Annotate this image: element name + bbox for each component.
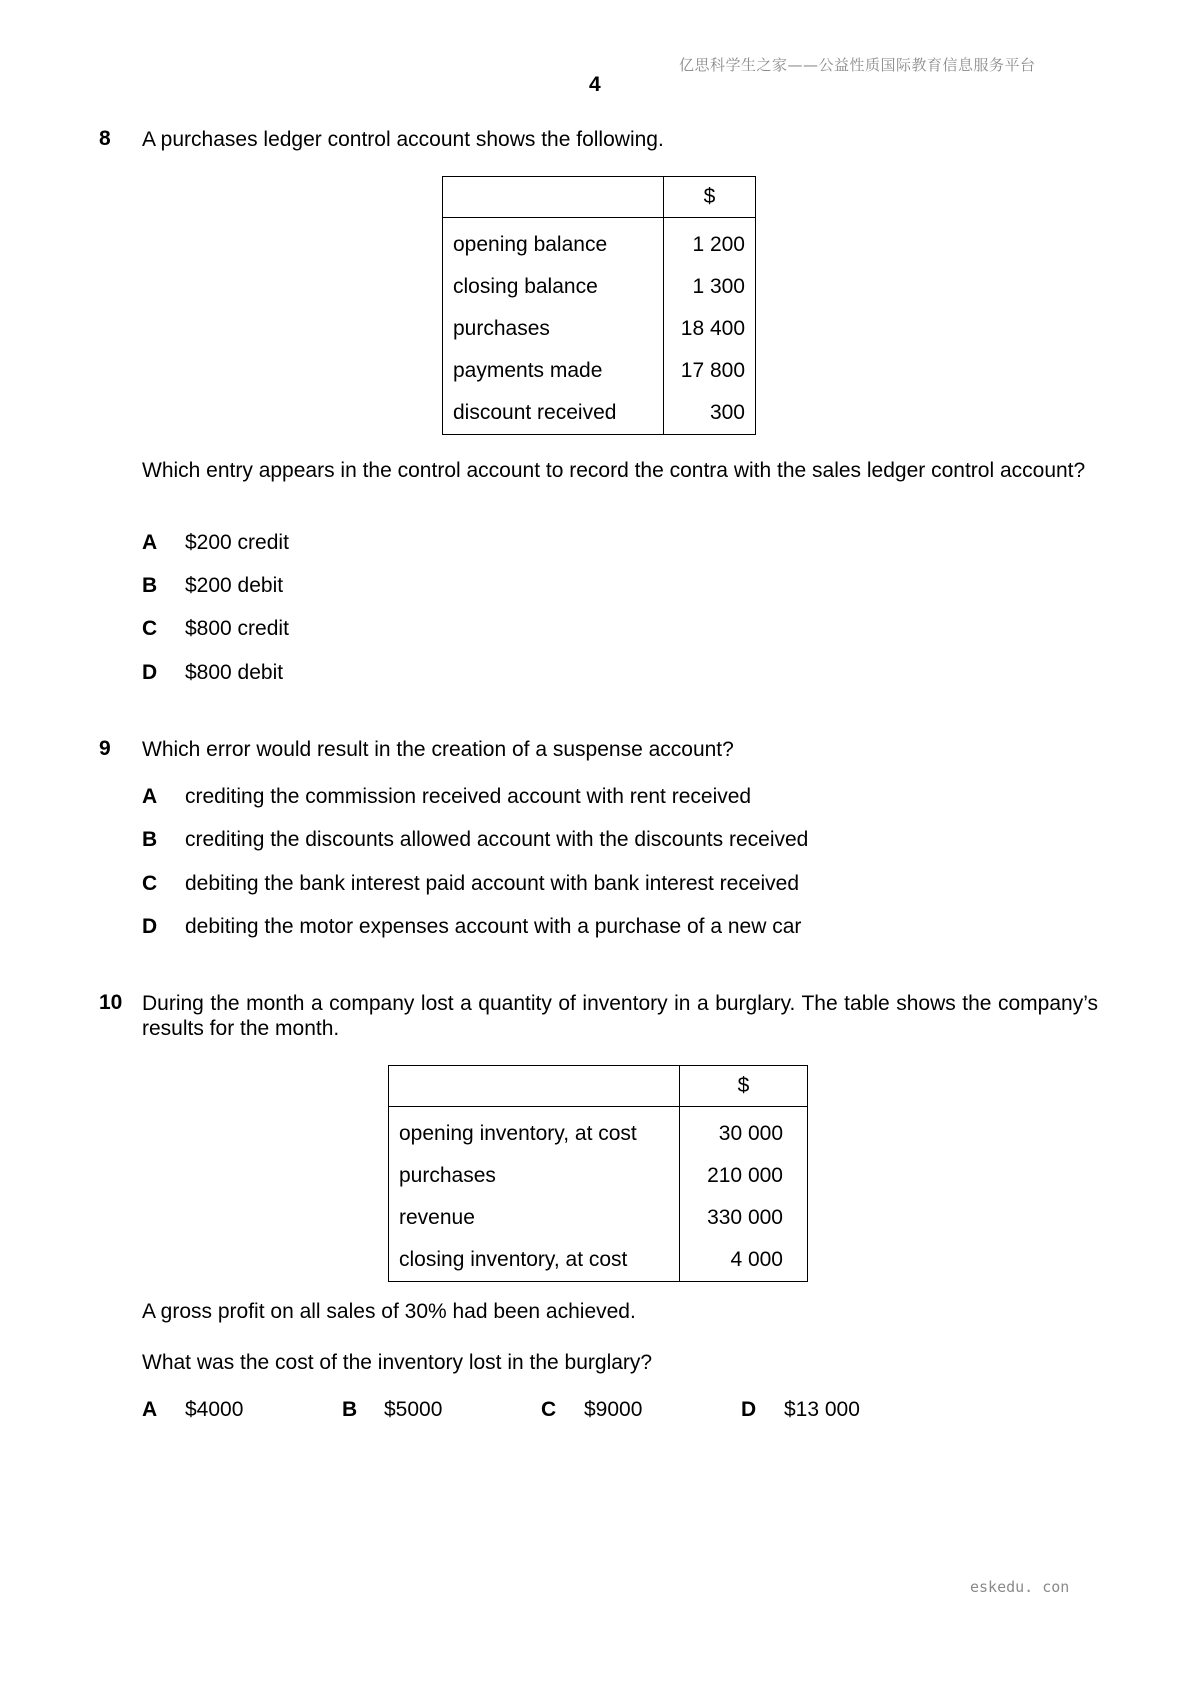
row-label: revenue: [389, 1197, 680, 1239]
option-letter: A: [142, 785, 158, 808]
option-letter: B: [142, 574, 158, 597]
option-letter: C: [142, 872, 158, 895]
question-8-question: Which entry appears in the control account to record the contra with the sales ledger control account?: [142, 459, 1086, 482]
question-8-table: [442, 176, 756, 435]
row-value: 17 800: [664, 350, 756, 392]
table-header-currency: $: [680, 1066, 808, 1107]
question-10-table: [388, 1065, 808, 1282]
question-10-number: 10: [99, 991, 123, 1014]
option-letter: B: [342, 1398, 358, 1421]
table-row: [443, 350, 756, 392]
option-letter: A: [142, 531, 158, 554]
table-row: [443, 218, 756, 267]
table-header-blank: [443, 177, 664, 218]
row-value: 30 000: [680, 1107, 808, 1156]
table-row: [443, 266, 756, 308]
table-row: [389, 1107, 808, 1156]
header-watermark: 亿思科学生之家——公益性质国际教育信息服务平台: [679, 56, 1036, 74]
option-text: debiting the bank interest paid account with bank interest received: [185, 872, 800, 895]
option-text: $4000: [185, 1398, 244, 1421]
question-10-question: What was the cost of the inventory lost in the burglary?: [142, 1351, 653, 1374]
option-text: $9000: [584, 1398, 643, 1421]
table-header-currency: $: [664, 177, 756, 218]
row-label: purchases: [389, 1155, 680, 1197]
question-9-stem: Which error would result in the creation of a suspense account?: [142, 738, 734, 761]
question-8-number: 8: [99, 127, 111, 150]
row-label: opening inventory, at cost: [389, 1107, 680, 1156]
row-label: opening balance: [443, 218, 664, 267]
option-letter: C: [142, 617, 158, 640]
row-value: 300: [664, 392, 756, 435]
row-value: 1 300: [664, 266, 756, 308]
question-10-stem: During the month a company lost a quantity of inventory in a burglary. The table shows the company’s results for the month.: [142, 992, 1098, 1040]
table-row: [389, 1197, 808, 1239]
option-text: $200 debit: [185, 574, 284, 597]
row-value: 330 000: [680, 1197, 808, 1239]
option-text: debiting the motor expenses account with a purchase of a new car: [185, 915, 802, 938]
row-label: closing balance: [443, 266, 664, 308]
option-letter: D: [142, 661, 158, 684]
option-text: $200 credit: [185, 531, 289, 554]
table-header-blank: [389, 1066, 680, 1107]
option-letter: D: [142, 915, 158, 938]
question-9-number: 9: [99, 737, 111, 760]
row-label: payments made: [443, 350, 664, 392]
option-text: $800 debit: [185, 661, 284, 684]
option-text: $5000: [384, 1398, 443, 1421]
option-text: crediting the discounts allowed account with the discounts received: [185, 828, 809, 851]
row-value: 18 400: [664, 308, 756, 350]
question-8-stem: A purchases ledger control account shows the following.: [142, 128, 664, 151]
option-letter: D: [741, 1398, 757, 1421]
row-value: 210 000: [680, 1155, 808, 1197]
page-number: 4: [589, 73, 601, 96]
option-letter: C: [541, 1398, 557, 1421]
row-value: 4 000: [680, 1239, 808, 1282]
footer-watermark: eskedu. con: [970, 1578, 1070, 1596]
option-text: crediting the commission received account with rent received: [185, 785, 752, 808]
row-label: closing inventory, at cost: [389, 1239, 680, 1282]
question-10-note: A gross profit on all sales of 30% had been achieved.: [142, 1300, 636, 1323]
row-label: discount received: [443, 392, 664, 435]
table-row: [443, 392, 756, 435]
option-letter: A: [142, 1398, 158, 1421]
table-row: [389, 1239, 808, 1282]
option-text: $800 credit: [185, 617, 289, 640]
table-row: [443, 308, 756, 350]
row-value: 1 200: [664, 218, 756, 267]
option-text: $13 000: [784, 1398, 860, 1421]
row-label: purchases: [443, 308, 664, 350]
table-row: [389, 1155, 808, 1197]
option-letter: B: [142, 828, 158, 851]
